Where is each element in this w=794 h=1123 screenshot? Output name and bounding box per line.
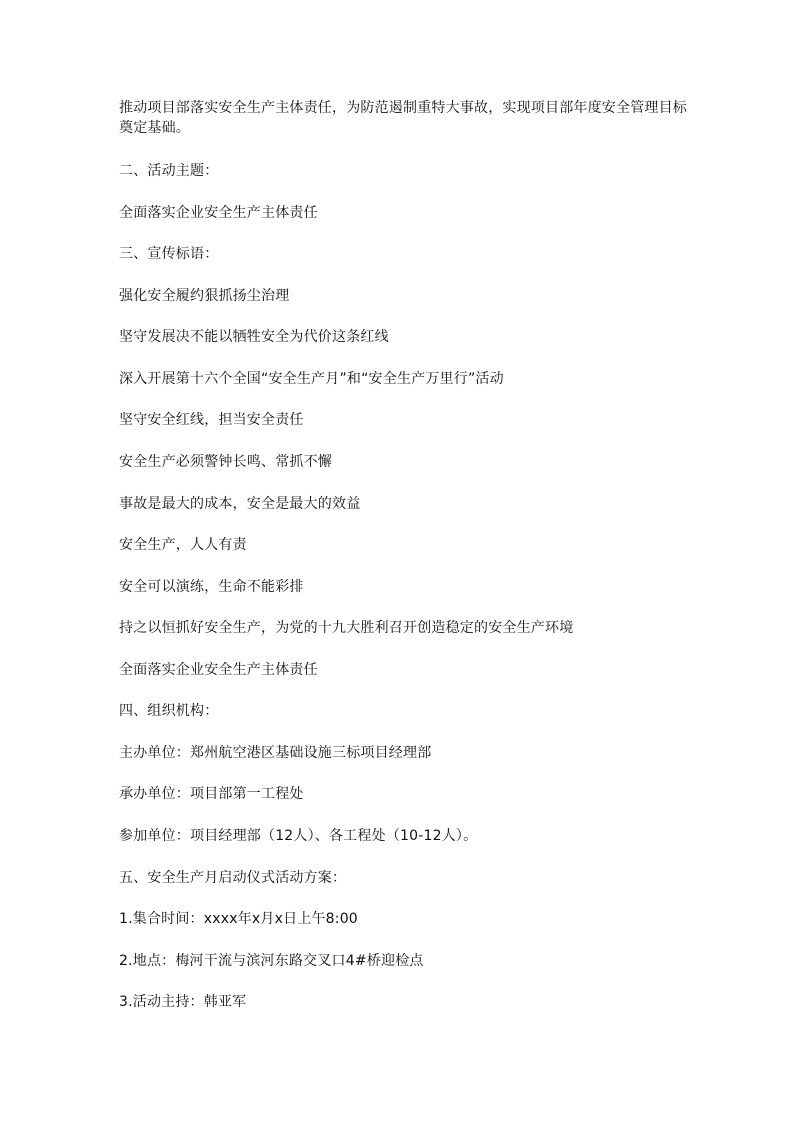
slogan-item: 安全生产必须警钟长鸣、常抓不懈 <box>119 454 332 470</box>
slogan-item: 安全可以演练，生命不能彩排 <box>119 579 304 595</box>
intro-line-2: 奠定基础。 <box>119 120 190 136</box>
slogans-heading: 三、宣传标语： <box>119 246 219 262</box>
intro-line-1: 推动项目部落实安全生产主体责任，为防范遏制重特大事故，实现项目部年度安全管理目标 <box>119 100 687 116</box>
slogan-item: 深入开展第十六个全国“安全生产月”和“安全生产万里行”活动 <box>119 371 504 387</box>
theme-heading: 二、活动主题： <box>119 163 219 179</box>
plan-item: 1.集合时间：xxxx年x月x日上午8:00 <box>119 911 358 927</box>
slogan-item: 强化安全履约狠抓扬尘治理 <box>119 288 290 304</box>
slogan-item: 坚守安全红线，担当安全责任 <box>119 412 304 428</box>
plan-item: 3.活动主持：韩亚军 <box>119 994 247 1010</box>
slogan-item: 全面落实企业安全生产主体责任 <box>119 662 318 678</box>
intro-paragraph <box>119 98 687 138</box>
organization-participants: 参加单位：项目经理部（12人）、各工程处（10-12人）。 <box>119 828 478 844</box>
plan-item: 2.地点：梅河干流与滨河东路交叉口4#桥迎检点 <box>119 953 424 969</box>
slogan-item: 事故是最大的成本，安全是最大的效益 <box>119 496 361 512</box>
organization-organizer: 承办单位：项目部第一工程处 <box>119 786 304 802</box>
slogan-item: 持之以恒抓好安全生产，为党的十九大胜利召开创造稳定的安全生产环境 <box>119 620 574 636</box>
plan-heading: 五、安全生产月启动仪式活动方案： <box>119 870 347 886</box>
slogan-item: 安全生产，人人有责 <box>119 537 247 553</box>
organization-heading: 四、组织机构： <box>119 703 219 719</box>
slogan-item: 坚守发展决不能以牺牲安全为代价这条红线 <box>119 329 389 345</box>
organization-host: 主办单位：郑州航空港区基础设施三标项目经理部 <box>119 745 432 761</box>
theme-text: 全面落实企业安全生产主体责任 <box>119 205 318 221</box>
